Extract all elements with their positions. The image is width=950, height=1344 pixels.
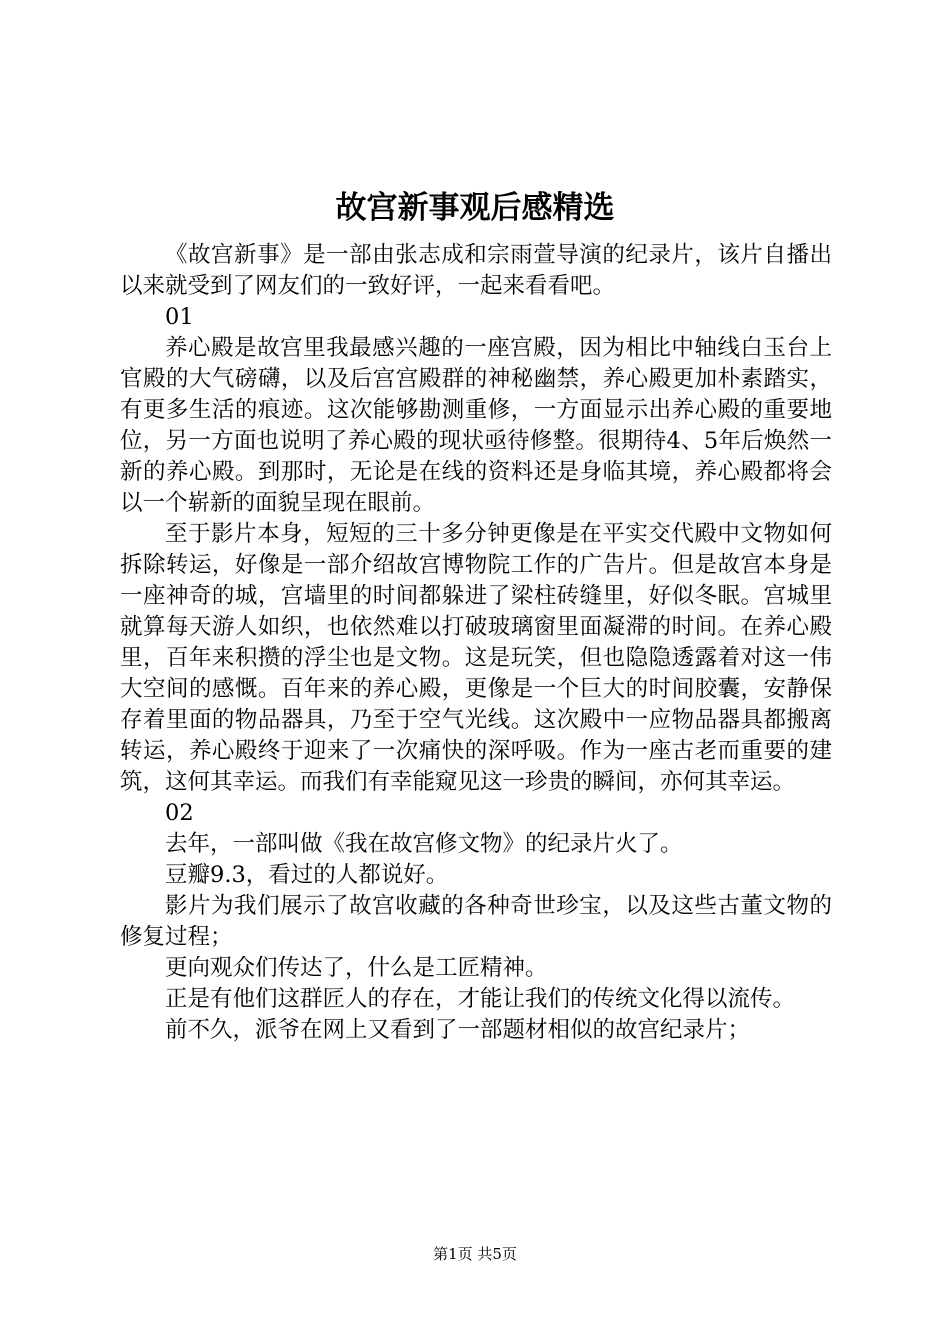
paragraph-yangxin-hall: 养心殿是故宫里我最感兴趣的一座宫殿，因为相比中轴线白玉台上官殿的大气磅礴，以及后宫宫殿群的神秘幽禁，养心殿更加朴素踏实，有更多生活的痕迹。这次能够勘测重修，一方面显示出养心殿的重要地位，另一方面也说明了养心殿的现状亟待修整。很期待4、5年后焕然一新的养心殿。到那时，无论是在线的资料还是身临其境，养心殿都将会以一个崭新的面貌呈现在眼前。 [120,335,832,516]
paragraph-film-itself: 至于影片本身，短短的三十多分钟更像是在平实交代殿中文物如何拆除转运，好像是一部介绍故宫博物院工作的广告片。但是故宫本身是一座神奇的城，宫墙里的时间都躲进了梁柱砖缝里，好似冬眠。宫城里就算每天游人如织，也依然难以打破玻璃窗里面凝滞的时间。在养心殿里，百年来积攒的浮尘也是文物。这是玩笑，但也隐隐透露着对这一伟大空间的感慨。百年来的养心殿，更像是一个巨大的时间胶囊，安静保存着里面的物品器具，乃至于空气光线。这次殿中一应物品器具都搬离转运，养心殿终于迎来了一次痛快的深呼吸。作为一座古老而重要的建筑，这何其幸运。而我们有幸能窥见这一珍贵的瞬间，亦何其幸运。 [120,521,832,795]
section-number-01: 01 [165,304,194,330]
paragraph: 更向观众们传达了，什么是工匠精神。 [165,955,548,981]
paragraph: 影片为我们展示了故宫收藏的各种奇世珍宝，以及这些古董文物的修复过程； [120,893,832,950]
paragraph: 去年，一部叫做《我在故宫修文物》的纪录片火了。 [165,831,683,857]
paragraph-intro: 《故宫新事》是一部由张志成和宗雨萱导演的纪录片，该片自播出以来就受到了网友们的一致好评，一起来看看吧。 [120,242,832,299]
page-footer: 第1页 共5页 [433,1245,517,1263]
section-number-02: 02 [165,800,194,826]
paragraph: 正是有他们这群匠人的存在，才能让我们的传统文化得以流传。 [165,986,796,1012]
document-body [120,240,832,1046]
document-title: 故宫新事观后感精选 [335,190,615,226]
paragraph: 前不久，派爷在网上又看到了一部题材相似的故宫纪录片； [165,1017,751,1043]
paragraph: 豆瓣9.3，看过的人都说好。 [165,862,449,888]
